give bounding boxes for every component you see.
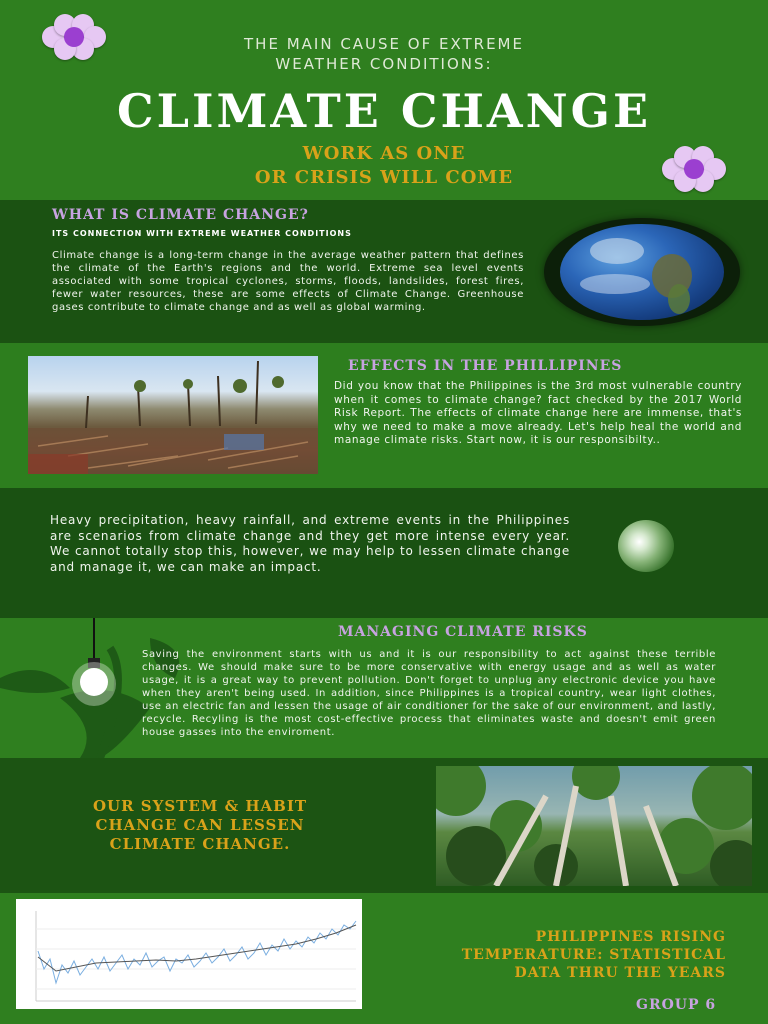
temperature-line: PHILIPPINES RISING	[535, 929, 726, 945]
effects-body: Did you know that the Philippines is the 3rd most vulnerable country when it comes to climate change? fact checked by the 2017 World Risk Report. The effects of climate change here are immense, that's why we need to make a move already. Let's help heal the world and manage climate risks. Start now, it is our responsibilty..	[334, 380, 742, 446]
system-habit-text	[40, 797, 360, 854]
what-is-subheading: ITS CONNECTION WITH EXTREME WEATHER CONDITIONS	[52, 229, 352, 238]
temperature-caption	[376, 928, 726, 982]
system-line: CLIMATE CHANGE.	[109, 835, 291, 853]
managing-body: Saving the environment starts with us and it is our responsibility to act against these terrible changes. We should make sure to be more conservative with energy usage and as well as water usage, it is a great way to prevent pollution. Don't forget to unplug any electronic device you have when they aren't being used. In addition, since Philippines is a tropical country, wear light clothes, use an electric fan and lessen the usage of air conditioner for the sake of our environment, and lastly, recycle. Recyling is the most cost-effective process that eliminates waste and doesn't emit green house gasses into the enviroment.	[142, 649, 716, 738]
managing-heading: MANAGING CLIMATE RISKS	[338, 624, 588, 640]
typhoon-damage-image	[28, 356, 318, 474]
subtitle-line: WEATHER CONDITIONS:	[275, 55, 493, 73]
temperature-chart-image	[16, 899, 362, 1009]
group-label: GROUP 6	[636, 997, 717, 1013]
what-is-body: Climate change is a long-term change in the average weather pattern that defines the climate of the Earth's regions and the world. Extreme sea level events associated with some tropical cyclones, storms, floods, landslides, forest fires, fewer water resources, these are some effects of Climate Change. Greenhouse gases contribute to climate change and as well as global warming.	[52, 250, 524, 313]
effects-heading: EFFECTS IN THE PHILLIPINES	[348, 358, 623, 374]
page-title: CLIMATE CHANGE	[116, 84, 652, 138]
header-subtitle	[0, 34, 768, 74]
temperature-line: TEMPERATURE: STATISTICAL	[461, 947, 726, 963]
system-line: OUR SYSTEM & HABIT	[92, 797, 308, 815]
slogan-line: WORK AS ONE	[302, 143, 466, 164]
forest-trees-image	[436, 766, 752, 886]
precipitation-body: Heavy precipitation, heavy rainfall, and extreme events in the Philippines are scenarios from climate change and they get more intense every year. We cannot totally stop this, however, we may help to lessen climate change and manage it, we can make an impact.	[50, 513, 570, 574]
temperature-line: DATA THRU THE YEARS	[514, 965, 726, 981]
system-line: CHANGE CAN LESSEN	[95, 816, 305, 834]
slogan	[0, 142, 768, 190]
water-droplet-image	[618, 520, 674, 572]
what-is-heading: WHAT IS CLIMATE CHANGE?	[52, 207, 309, 223]
subtitle-line: THE MAIN CAUSE OF EXTREME	[244, 35, 524, 53]
slogan-line: OR CRISIS WILL COME	[254, 167, 514, 188]
earth-image	[544, 218, 740, 326]
